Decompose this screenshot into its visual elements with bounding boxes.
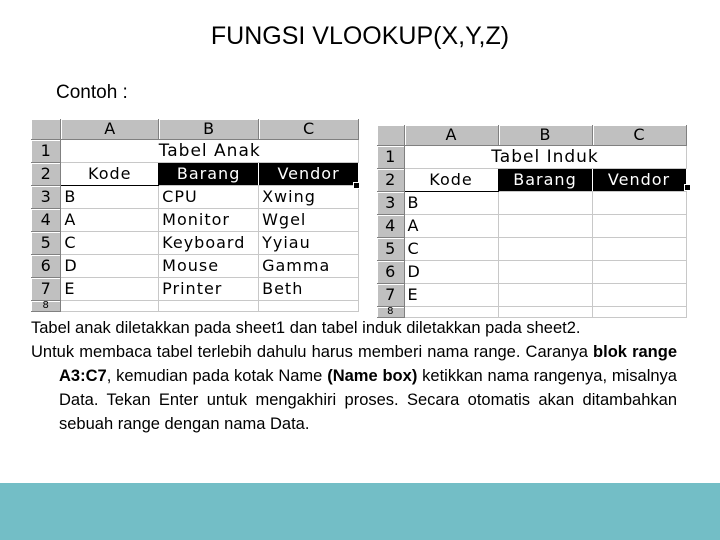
text-run: ketikkan nama rangenya, misalnya Data. Tekan Enter untuk mengakhiri proses. Secara otomatis akan ditambahkan sebuah range dengan nama Data. [59,367,677,433]
cell[interactable] [498,261,592,284]
column-header-a[interactable]: A [404,125,498,146]
cell-barang[interactable]: Printer [159,278,259,301]
bold-name-box-text: (Name box) [327,367,418,385]
row-header-1[interactable]: 1 [31,140,61,163]
cell[interactable] [159,301,259,312]
header-cell-barang[interactable]: Barang [159,163,259,186]
sheet-tabel-anak [31,119,359,311]
header-cell-kode[interactable]: Kode [61,163,159,186]
fill-handle[interactable] [684,184,691,191]
column-header-c[interactable]: C [259,119,359,140]
column-header-c[interactable]: C [592,125,686,146]
cell-kode[interactable]: A [61,209,159,232]
text-run: , kemudian pada kotak Name [106,367,328,385]
cell-kode[interactable]: E [404,284,498,307]
row-header-4[interactable]: 4 [31,209,61,232]
cell-vendor[interactable]: Xwing [259,186,359,209]
corner-select-all[interactable] [377,125,404,146]
cell-vendor[interactable]: Beth [259,278,359,301]
row-header-8[interactable]: 8 [31,301,61,312]
header-cell-vendor[interactable]: Vendor [592,169,686,192]
row-header-1[interactable]: 1 [377,146,404,169]
cell[interactable] [498,238,592,261]
cell[interactable] [498,192,592,215]
row-header-6[interactable]: 6 [377,261,404,284]
row-header-3[interactable]: 3 [31,186,61,209]
cell-barang[interactable]: Monitor [159,209,259,232]
paragraph-range-naming [31,340,677,436]
cell-kode[interactable]: B [404,192,498,215]
cell[interactable] [61,301,159,312]
cell-kode[interactable]: B [61,186,159,209]
row-header-8[interactable]: 8 [377,307,404,318]
example-label: Contoh : [56,82,128,103]
cell-kode[interactable]: C [404,238,498,261]
fill-handle[interactable] [353,182,360,189]
row-header-6[interactable]: 6 [31,255,61,278]
column-header-b[interactable]: B [498,125,592,146]
sheet-tabel-induk [377,125,689,317]
column-header-b[interactable]: B [159,119,259,140]
row-header-2[interactable]: 2 [31,163,61,186]
paragraph-sheet-placement: Tabel anak diletakkan pada sheet1 dan tabel induk diletakkan pada sheet2. [31,319,581,337]
row-header-3[interactable]: 3 [377,192,404,215]
corner-select-all[interactable] [31,119,61,140]
spreadsheet-grid [31,119,359,312]
cell[interactable] [592,261,686,284]
cell-barang[interactable]: Keyboard [159,232,259,255]
cell-barang[interactable]: Mouse [159,255,259,278]
header-cell-barang[interactable]: Barang [498,169,592,192]
cell-kode[interactable]: A [404,215,498,238]
row-header-4[interactable]: 4 [377,215,404,238]
slide-title: FUNGSI VLOOKUP(X,Y,Z) [210,22,510,50]
spreadsheet-grid [377,125,687,318]
cell-kode[interactable]: C [61,232,159,255]
cell-vendor[interactable]: Yyiau [259,232,359,255]
bold-range-text: blok range A3:C7 [59,343,677,385]
header-cell-kode[interactable]: Kode [404,169,498,192]
row-header-5[interactable]: 5 [31,232,61,255]
body-text [31,316,677,436]
row-header-5[interactable]: 5 [377,238,404,261]
cell-vendor[interactable]: Gamma [259,255,359,278]
footer-bar [0,483,720,540]
table-title-cell[interactable]: Tabel Induk [404,146,686,169]
cell[interactable] [259,301,359,312]
cell-kode[interactable]: E [61,278,159,301]
cell[interactable] [592,215,686,238]
row-header-7[interactable]: 7 [31,278,61,301]
text-run: Untuk membaca tabel terlebih dahulu harus memberi nama range. Caranya [31,343,594,361]
header-cell-vendor[interactable]: Vendor [259,163,359,186]
table-title-cell[interactable]: Tabel Anak [61,140,359,163]
cell[interactable] [592,192,686,215]
row-header-7[interactable]: 7 [377,284,404,307]
cell[interactable] [592,284,686,307]
cell-barang[interactable]: CPU [159,186,259,209]
column-header-a[interactable]: A [61,119,159,140]
cell[interactable] [592,238,686,261]
cell-vendor[interactable]: Wgel [259,209,359,232]
cell[interactable] [498,215,592,238]
row-header-2[interactable]: 2 [377,169,404,192]
cell-kode[interactable]: D [61,255,159,278]
cell-kode[interactable]: D [404,261,498,284]
cell[interactable] [498,284,592,307]
